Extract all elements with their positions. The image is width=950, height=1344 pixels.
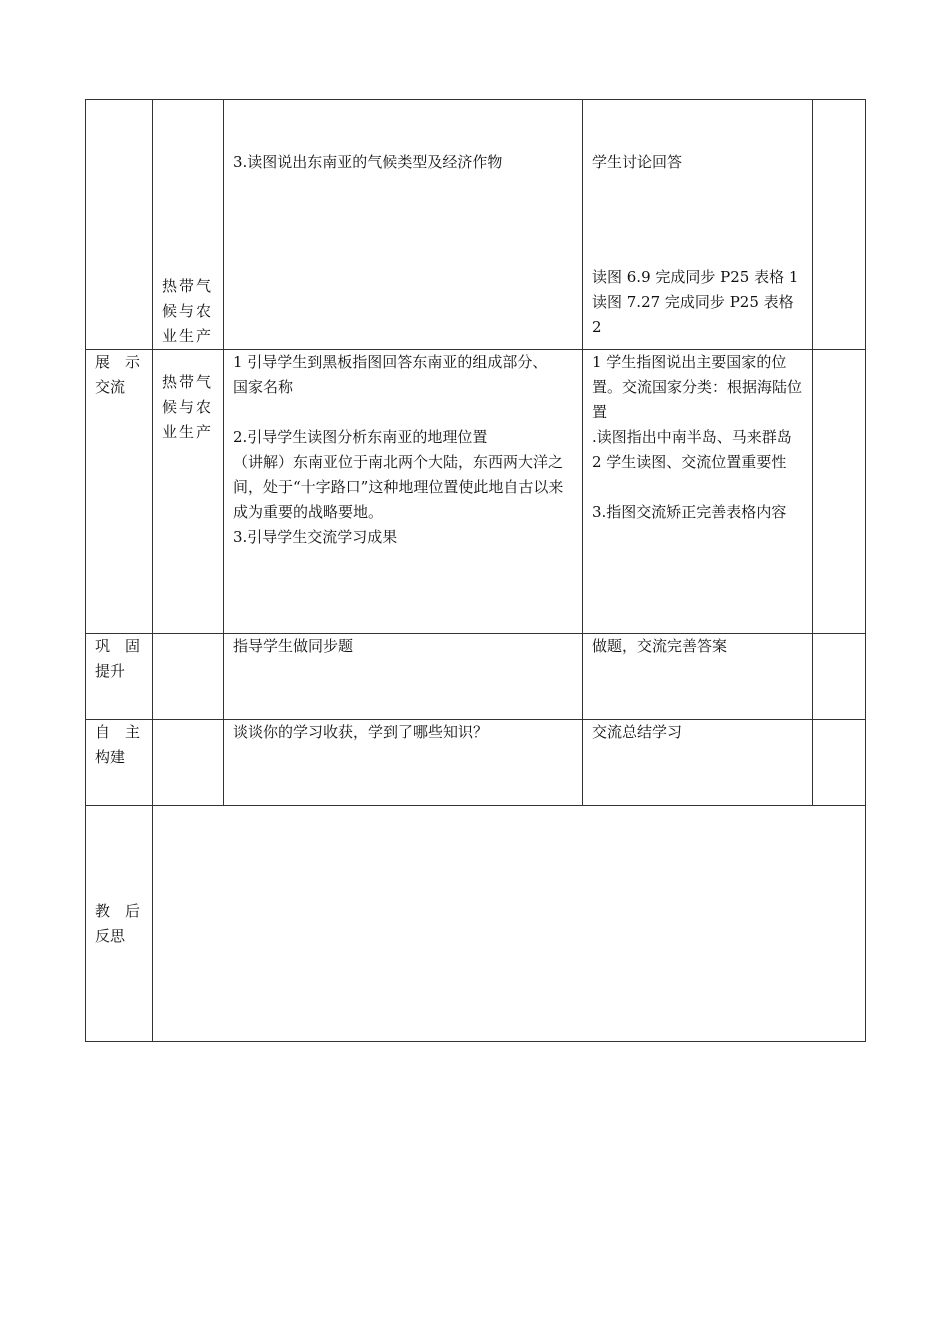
topic-text: 热带气候与农业生产: [162, 373, 214, 441]
student-activity-cell: [583, 634, 813, 720]
topic-cell: [153, 350, 224, 634]
stage-label-line2: 交流: [95, 378, 126, 396]
notes-cell: [813, 100, 866, 350]
notes-cell: [813, 634, 866, 720]
stage-label-line2: 反思: [95, 926, 126, 945]
student-activity-cell: [583, 350, 813, 634]
topic-cell: [153, 100, 224, 350]
teacher-activity-cell: [224, 100, 583, 350]
teacher-activity-text: 3.读图说出东南亚的气候类型及经济作物: [233, 153, 503, 171]
student-activity-text: .读图指出中南半岛、马来群岛: [592, 428, 792, 446]
stage-label-line2: 构建: [95, 748, 126, 766]
student-activity-text: 交流总结学习: [592, 723, 683, 741]
lesson-plan-table: [85, 99, 866, 1042]
student-activity-text: 做题，交流完善答案: [592, 637, 728, 655]
notes-cell: [813, 350, 866, 634]
reflection-cell[interactable]: [153, 806, 866, 1042]
teacher-activity-text: （讲解）东南亚位于南北两个大陆，东西两大洋之间，处于“十字路口”这种地理位置使此地自古以来成为重要的战略要地。: [233, 453, 564, 521]
stage-cell: [86, 634, 153, 720]
student-activity-text: 2 学生读图、交流位置重要性: [592, 453, 787, 471]
stage-cell: [86, 806, 153, 1042]
stage-cell: [86, 100, 153, 350]
table-row: [86, 350, 866, 634]
table-row: [86, 806, 866, 1042]
student-activity-text: 3.指图交流矫正完善表格内容: [592, 503, 787, 521]
table-row: [86, 720, 866, 806]
stage-label-line1: 巩 固: [95, 637, 141, 655]
table-row: [86, 634, 866, 720]
teacher-activity-text: 指导学生做同步题: [233, 637, 354, 655]
teacher-activity-text: 谈谈你的学习收获，学到了哪些知识？: [233, 723, 489, 741]
notes-cell: [813, 720, 866, 806]
topic-text: 热带气候与农业生产: [162, 277, 214, 345]
student-activity-text: 学生讨论回答: [592, 153, 683, 171]
student-activity-cell: [583, 100, 813, 350]
topic-cell: [153, 634, 224, 720]
stage-label-line2: 提升: [95, 662, 126, 680]
teacher-activity-cell: [224, 720, 583, 806]
stage-label-line1: 教 后: [95, 901, 141, 920]
student-activity-text: 1 学生指图说出主要国家的位置。交流国家分类：根据海陆位置: [592, 353, 803, 421]
teacher-activity-cell: [224, 634, 583, 720]
teacher-activity-cell: [224, 350, 583, 634]
teacher-activity-text: 1 引导学生到黑板指图回答东南亚的组成部分、: [233, 353, 548, 371]
student-activity-text: 读图 7.27 完成同步 P25 表格 2: [592, 293, 794, 336]
student-activity-text: 读图 6.9 完成同步 P25 表格 1: [592, 268, 799, 286]
teacher-activity-text: 国家名称: [233, 378, 294, 396]
stage-cell: [86, 720, 153, 806]
teacher-activity-text: 2.引导学生读图分析东南亚的地理位置: [233, 428, 488, 446]
stage-label-line1: 展 示: [95, 353, 141, 371]
student-activity-cell: [583, 720, 813, 806]
stage-label-line1: 自 主: [95, 723, 141, 741]
stage-cell: [86, 350, 153, 634]
table-row: [86, 100, 866, 350]
topic-cell: [153, 720, 224, 806]
teacher-activity-text: 3.引导学生交流学习成果: [233, 528, 398, 546]
